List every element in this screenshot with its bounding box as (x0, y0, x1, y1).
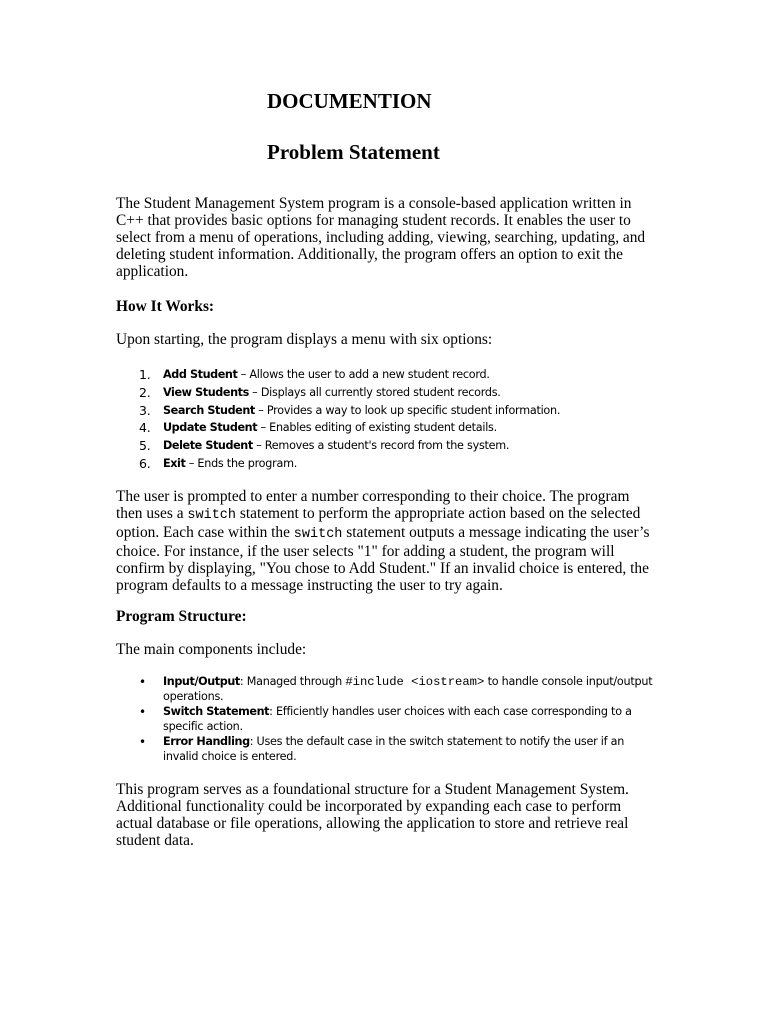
how-it-works-heading: How It Works: (116, 298, 215, 315)
menu-item-desc: – Allows the user to add a new student record. (237, 368, 490, 381)
list-number: 6. (139, 455, 151, 471)
switch-text-part2: statement to perform the appropriate action based on the selected option. Each case within the (116, 504, 641, 541)
list-number: 3. (139, 402, 151, 418)
list-item (116, 675, 656, 704)
component-text: : Uses the default case in the switch statement to notify the user if an invalid choice is entered. (163, 735, 625, 763)
inline-code-switch: switch (187, 507, 236, 523)
switch-text-part1: The user is prompted to enter a number corresponding to their choice. The program then uses a (116, 488, 630, 522)
menu-item-name: Exit (163, 456, 186, 470)
component-text: : Managed through (239, 675, 346, 688)
component-name: Switch Statement (163, 705, 270, 719)
list-item (116, 437, 676, 455)
document-title: DOCUMENTION (267, 89, 432, 113)
menu-item-desc: – Removes a student's record from the system. (252, 439, 510, 453)
list-number: 1. (139, 367, 151, 382)
intro-paragraph: The Student Management System program is a console-based application written in C++ that provides basic options for managing student records. It enables the user to select from a menu of operations, including adding, viewing, searching, updating, and deleting student information. Additionally, the program offers an option to exit the application. (116, 195, 646, 280)
component-text: : Efficiently handles user choices with each case corresponding to a specific action. (163, 705, 632, 733)
list-item (116, 419, 676, 437)
menu-item-name: Add Student (163, 368, 238, 381)
list-number: 4. (139, 420, 151, 436)
menu-item-name: Update Student (163, 421, 258, 435)
components-list (116, 675, 656, 766)
bullet-icon: • (139, 735, 146, 750)
bullet-icon: • (139, 705, 146, 720)
menu-item-desc: – Provides a way to look up specific student information. (254, 403, 561, 417)
menu-item-name: View Students (163, 385, 249, 399)
list-item (116, 455, 676, 473)
program-structure-heading: Program Structure: (116, 608, 247, 625)
list-item (116, 705, 656, 734)
switch-text-part3: statement outputs a message indicating the user’s choice. For instance, if the user selects "1" for adding a student, the program will confirm by displaying, "You chose to Add Student." If an invalid choice is entered, the program defaults to a message instructing the user to try again. (116, 523, 650, 594)
bullet-icon: • (139, 675, 146, 689)
menu-item-desc: – Enables editing of existing student details. (257, 421, 497, 435)
menu-item-desc: – Ends the program. (185, 456, 298, 470)
menu-options-list (116, 366, 676, 473)
conclusion-paragraph: This program serves as a foundational structure for a Student Management System. Additional functionality could be incorporated by expanding each case to perform actual database or file operations, allowing the application to store and retrieve real student data. (116, 781, 629, 849)
menu-item-name: Search Student (163, 403, 255, 417)
list-item (116, 402, 676, 420)
component-text-post: to handle console input/output operations. (163, 675, 653, 703)
switch-paragraph (116, 489, 656, 594)
list-item (116, 384, 676, 402)
menu-item-name: Delete Student (163, 439, 253, 453)
inline-code-switch: switch (293, 526, 343, 542)
component-name: Input/Output (163, 675, 240, 688)
components-intro-paragraph: The main components include: (116, 641, 307, 658)
list-number: 2. (139, 384, 151, 400)
component-name: Error Handling (163, 735, 250, 749)
menu-intro-paragraph: Upon starting, the program displays a menu with six options: (116, 331, 493, 348)
inline-code-include: #include <iostream> (345, 675, 485, 689)
list-item (116, 366, 676, 384)
list-number: 5. (139, 438, 151, 454)
list-item (116, 735, 656, 764)
document-subtitle: Problem Statement (267, 140, 440, 164)
menu-item-desc: – Displays all currently stored student records. (248, 385, 501, 399)
